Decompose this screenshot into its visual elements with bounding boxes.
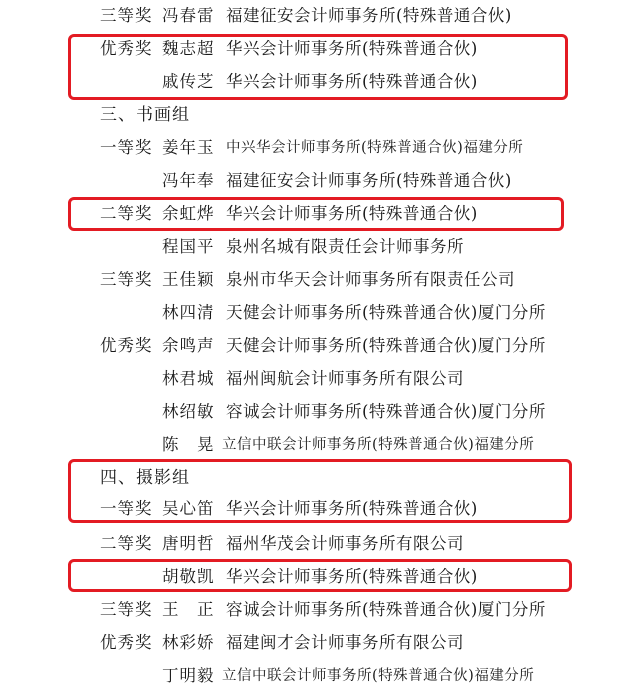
firm-name: 立信中联会计师事务所(特殊普通合伙)福建分所 bbox=[222, 668, 535, 684]
firm-name: 福建征安会计师事务所(特殊普通合伙) bbox=[226, 171, 512, 190]
winner-name: 林四清 bbox=[162, 303, 215, 322]
highlight-box bbox=[68, 559, 572, 592]
firm-name: 中兴华会计师事务所(特殊普通合伙)福建分所 bbox=[226, 140, 524, 156]
firm-name: 容诚会计师事务所(特殊普通合伙)厦门分所 bbox=[226, 402, 546, 421]
table-row bbox=[0, 662, 636, 690]
table-row bbox=[0, 629, 636, 657]
winner-name: 丁明毅 bbox=[162, 666, 215, 685]
firm-name: 华兴会计师事务所(特殊普通合伙) bbox=[226, 72, 478, 91]
winner-name: 戚传芝 bbox=[162, 72, 215, 91]
table-row bbox=[0, 431, 636, 459]
table-row bbox=[0, 596, 636, 624]
firm-name: 华兴会计师事务所(特殊普通合伙) bbox=[226, 567, 478, 586]
highlight-box bbox=[68, 34, 568, 100]
firm-name: 华兴会计师事务所(特殊普通合伙) bbox=[226, 499, 478, 518]
table-row bbox=[0, 365, 636, 393]
highlight-box bbox=[68, 459, 572, 523]
firm-name: 天健会计师事务所(特殊普通合伙)厦门分所 bbox=[226, 303, 546, 322]
award-level: 一等奖 bbox=[100, 499, 153, 518]
winner-name: 胡敬凯 bbox=[162, 567, 215, 586]
award-level: 优秀奖 bbox=[100, 336, 153, 355]
firm-name: 华兴会计师事务所(特殊普通合伙) bbox=[226, 204, 478, 223]
award-level: 优秀奖 bbox=[100, 633, 153, 652]
firm-name: 福州华茂会计师事务所有限公司 bbox=[226, 534, 464, 553]
winner-name: 王 正 bbox=[162, 600, 215, 619]
firm-name: 福州闽航会计师事务所有限公司 bbox=[226, 369, 464, 388]
highlight-box bbox=[68, 197, 564, 231]
winner-name: 冯年奉 bbox=[162, 171, 215, 190]
table-row bbox=[0, 134, 636, 162]
award-level: 三等奖 bbox=[100, 6, 153, 25]
winner-name: 唐明哲 bbox=[162, 534, 215, 553]
winner-name: 王佳颖 bbox=[162, 270, 215, 289]
award-level: 二等奖 bbox=[100, 534, 153, 553]
firm-name: 泉州市华天会计师事务所有限责任公司 bbox=[226, 270, 515, 289]
award-level: 三等奖 bbox=[100, 600, 153, 619]
table-row bbox=[0, 233, 636, 261]
winner-name: 林君城 bbox=[162, 369, 215, 388]
winner-name: 陈 晃 bbox=[162, 435, 215, 454]
winner-name: 林彩娇 bbox=[162, 633, 215, 652]
table-row bbox=[0, 2, 636, 30]
winner-name: 余虹烨 bbox=[162, 204, 215, 223]
firm-name: 立信中联会计师事务所(特殊普通合伙)福建分所 bbox=[222, 437, 535, 453]
firm-name: 福建征安会计师事务所(特殊普通合伙) bbox=[226, 6, 512, 25]
winner-name: 程国平 bbox=[162, 237, 215, 256]
table-row bbox=[0, 398, 636, 426]
section-heading: 三、书画组 bbox=[100, 105, 190, 125]
award-level: 二等奖 bbox=[100, 204, 153, 223]
firm-name: 泉州名城有限责任会计师事务所 bbox=[226, 237, 464, 256]
winner-name: 冯春雷 bbox=[162, 6, 215, 25]
table-row bbox=[0, 332, 636, 360]
table-row bbox=[0, 167, 636, 195]
firm-name: 福建闽才会计师事务所有限公司 bbox=[226, 633, 464, 652]
section-heading: 四、摄影组 bbox=[100, 468, 190, 488]
award-level: 一等奖 bbox=[100, 138, 153, 157]
firm-name: 天健会计师事务所(特殊普通合伙)厦门分所 bbox=[226, 336, 546, 355]
winner-name: 吴心笛 bbox=[162, 499, 215, 518]
table-row bbox=[0, 530, 636, 558]
winner-name: 余鸣声 bbox=[162, 336, 215, 355]
table-row bbox=[0, 266, 636, 294]
winner-name: 姜年玉 bbox=[162, 138, 215, 157]
award-level: 三等奖 bbox=[100, 270, 153, 289]
firm-name: 华兴会计师事务所(特殊普通合伙) bbox=[226, 39, 478, 58]
winner-name: 魏志超 bbox=[162, 39, 215, 58]
award-level: 优秀奖 bbox=[100, 39, 153, 58]
firm-name: 容诚会计师事务所(特殊普通合伙)厦门分所 bbox=[226, 600, 546, 619]
table-row bbox=[0, 299, 636, 327]
winner-name: 林绍敏 bbox=[162, 402, 215, 421]
